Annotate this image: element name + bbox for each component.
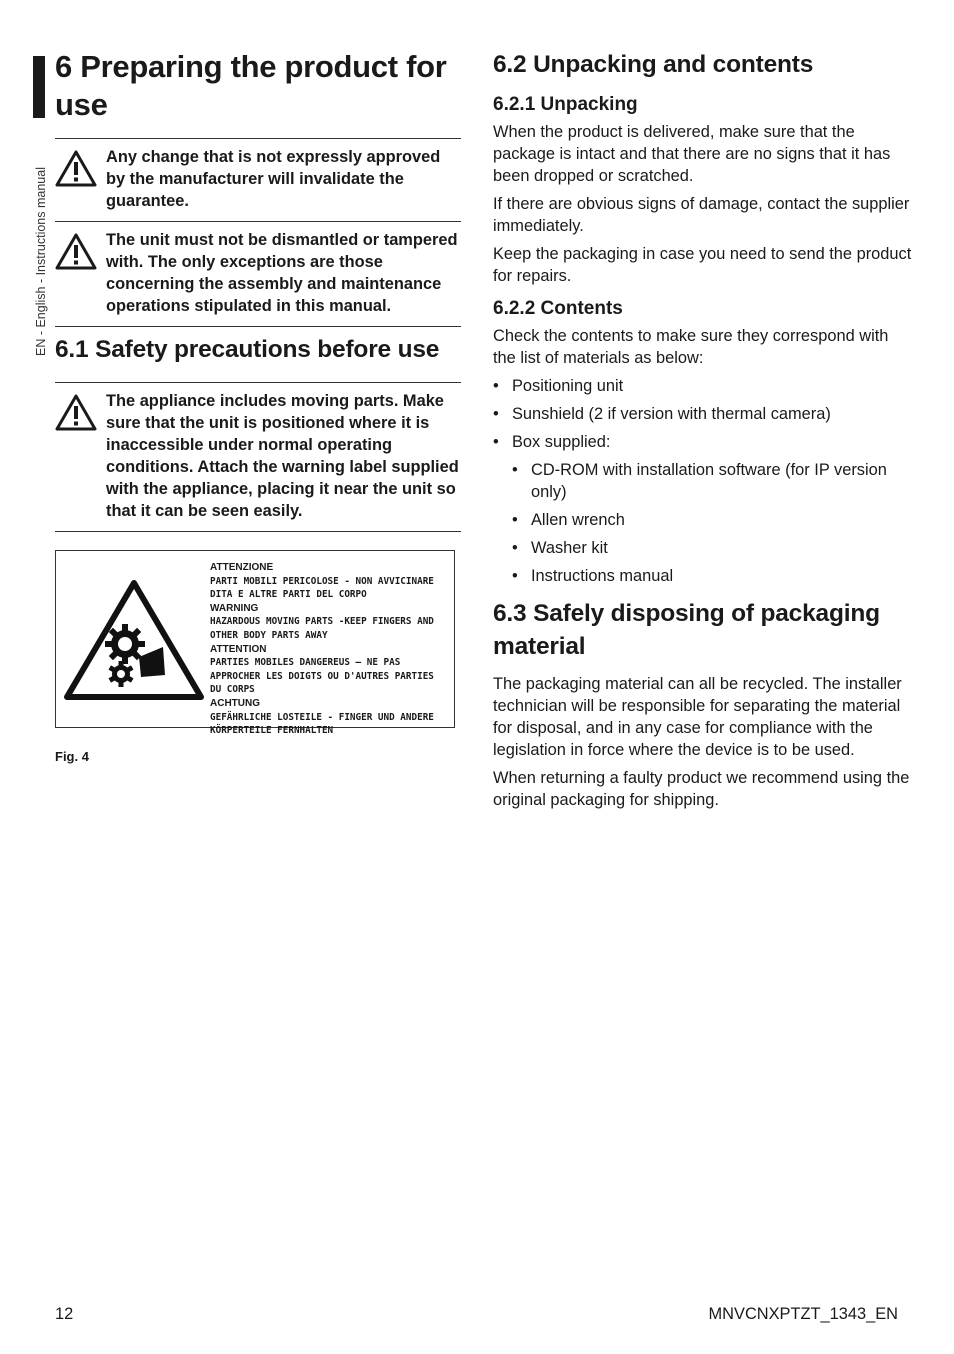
warning-label-figure (55, 550, 455, 737)
box-contents-list (531, 459, 913, 587)
list-item: • Allen wrench (531, 509, 913, 531)
list-item: • Positioning unit (512, 375, 913, 397)
list-item: • CD-ROM with installation software (for IP version only) (531, 459, 913, 503)
label-line: PARTI MOBILI PERICOLOSE - NON AVVICINARE DITA E ALTRE PARTI DEL CORPO (210, 575, 434, 601)
list-item: • Instructions manual (531, 565, 913, 587)
label-heading: WARNING (210, 602, 259, 614)
label-line: HAZARDOUS MOVING PARTS -KEEP FINGERS AND OTHER BODY PARTS AWAY (210, 616, 434, 641)
warning-box (55, 221, 461, 327)
subsection-title-6-2-2: 6.2.2 Contents (493, 298, 623, 319)
paragraph: When the product is delivered, make sure that the package is intact and that there are no signs that it has been dropped or scratched. (493, 123, 891, 185)
side-label: EN - English - Instructions manual (34, 167, 48, 356)
document-code: MNVCNXPTZT_1343_EN (708, 1305, 898, 1323)
label-heading: ATTENZIONE (210, 562, 274, 573)
paragraph: Check the contents to make sure they correspond with the list of materials as below: (493, 327, 889, 367)
warning-text: The unit must not be dismantled or tampered with. The only exceptions are those concerning the assembly and maintenance operations stipulated in this manual. (106, 231, 458, 315)
warning-text: Any change that is not expressly approved by the manufacturer will invalidate the guarantee. (106, 148, 441, 210)
label-heading: ATTENTION (210, 643, 267, 655)
warning-box (55, 138, 461, 221)
subsection-title-6-2-1: 6.2.1 Unpacking (493, 94, 638, 115)
warning-triangle-icon (55, 146, 106, 212)
list-item: • Washer kit (531, 537, 913, 559)
section-title-6-2: 6.2 Unpacking and contents (493, 51, 814, 78)
chapter-title: 6 Preparing the product for use (55, 49, 447, 122)
paragraph: If there are obvious signs of damage, contact the supplier immediately. (493, 195, 910, 235)
moving-parts-hazard-icon (63, 579, 205, 701)
warning-triangle-icon (55, 390, 106, 522)
paragraph: Keep the packaging in case you need to send the product for repairs. (493, 245, 912, 285)
right-column (493, 48, 913, 811)
contents-list (512, 375, 913, 453)
list-item: • Box supplied: (512, 431, 913, 453)
paragraph: When returning a faulty product we recommend using the original packaging for shipping. (493, 769, 910, 809)
warning-text: The appliance includes moving parts. Make sure that the unit is positioned where it is inaccessible under normal operating conditions. Attach the warning label supplied with the appliance, placing it near the unit so that it can be seen easily. (106, 392, 459, 520)
section-title-6-3: 6.3 Safely disposing of packaging material (493, 600, 880, 660)
label-line: GEFÄHRLICHE LOSTEILE - FINGER UND ANDERE KÖRPERTEILE FERNHALTEN (210, 711, 434, 737)
left-column (55, 48, 461, 764)
section-title-6-1: 6.1 Safety precautions before use (55, 336, 440, 363)
warning-label-text (210, 561, 445, 738)
label-heading: ACHTUNG (210, 697, 260, 709)
list-item: • Sunshield (2 if version with thermal camera) (512, 403, 913, 425)
warning-triangle-icon (55, 229, 106, 317)
page-number: 12 (55, 1305, 74, 1323)
label-line: PARTIES MOBILES DANGEREUS – NE PAS APPROCHER LES DOIGTS OU D'AUTRES PARTIES DU CORPS (210, 657, 434, 696)
paragraph: The packaging material can all be recycled. The installer technician will be responsible for separating the material for disposal, and in any case for compliance with the legislation in force where the device is to be used. (493, 675, 902, 759)
chapter-tab-marker (33, 56, 45, 118)
figure-caption: Fig. 4 (55, 749, 89, 764)
warning-box (55, 382, 461, 532)
